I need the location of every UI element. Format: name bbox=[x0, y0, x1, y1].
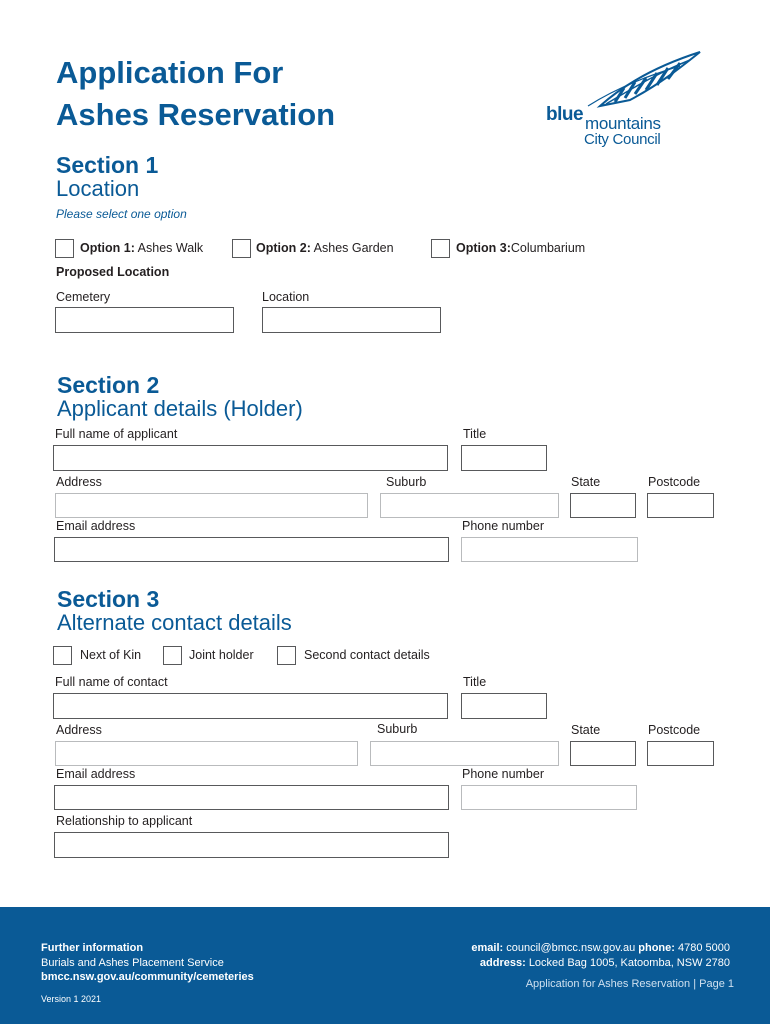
contact-title-input[interactable] bbox=[461, 693, 547, 719]
option2-checkbox[interactable] bbox=[232, 239, 251, 258]
contact-phone-label: Phone number bbox=[462, 767, 545, 781]
option2-label: Option 2: Ashes Garden bbox=[256, 241, 394, 255]
applicant-title-input[interactable] bbox=[461, 445, 547, 471]
applicant-phone-input[interactable] bbox=[461, 537, 638, 562]
applicant-email-label: Email address bbox=[56, 519, 136, 533]
location-label: Location bbox=[262, 290, 310, 304]
joint-holder-label: Joint holder bbox=[189, 648, 254, 662]
title-line-1: Application For bbox=[56, 55, 284, 90]
second-contact-checkbox[interactable] bbox=[277, 646, 296, 665]
applicant-state-input[interactable] bbox=[570, 493, 636, 518]
contact-suburb-input[interactable] bbox=[370, 741, 559, 766]
contact-phone-input[interactable] bbox=[461, 785, 637, 810]
section2-number: Section 2 bbox=[57, 372, 160, 398]
applicant-state-label: State bbox=[571, 475, 601, 489]
option3-checkbox[interactable] bbox=[431, 239, 450, 258]
contact-state-label: State bbox=[571, 723, 601, 737]
logo-word-mountains: mountains bbox=[585, 114, 661, 133]
applicant-suburb-label: Suburb bbox=[386, 475, 427, 489]
contact-full-name-input[interactable] bbox=[53, 693, 448, 719]
footer-contact-line: email: council@bmcc.nsw.gov.au phone: 4780 5000 bbox=[471, 942, 730, 954]
applicant-suburb-input[interactable] bbox=[380, 493, 559, 518]
second-contact-label: Second contact details bbox=[304, 648, 430, 662]
footer-email-link[interactable]: council@bmcc.nsw.gov.au bbox=[506, 942, 636, 954]
section1-number: Section 1 bbox=[56, 152, 159, 178]
contact-title-label: Title bbox=[463, 675, 487, 689]
relationship-input[interactable] bbox=[54, 832, 449, 858]
logo-word-blue: blue bbox=[546, 104, 584, 125]
section2-name: Applicant details (Holder) bbox=[57, 396, 303, 421]
contact-email-input[interactable] bbox=[54, 785, 449, 810]
relationship-label: Relationship to applicant bbox=[56, 814, 193, 828]
applicant-title-label: Title bbox=[463, 427, 487, 441]
contact-address-label: Address bbox=[56, 723, 102, 737]
feather-icon bbox=[540, 48, 710, 108]
section1-hint: Please select one option bbox=[56, 207, 187, 221]
contact-email-label: Email address bbox=[56, 767, 136, 781]
section1-name: Location bbox=[56, 176, 140, 201]
applicant-full-name-label: Full name of applicant bbox=[55, 427, 178, 441]
title-line-2: Ashes Reservation bbox=[56, 97, 336, 132]
proposed-location-heading: Proposed Location bbox=[56, 265, 170, 279]
option1-checkbox[interactable] bbox=[55, 239, 74, 258]
contact-postcode-input[interactable] bbox=[647, 741, 714, 766]
footer-website-link[interactable]: bmcc.nsw.gov.au/community/cemeteries bbox=[41, 971, 254, 983]
applicant-email-input[interactable] bbox=[54, 537, 449, 562]
contact-address-input[interactable] bbox=[55, 741, 358, 766]
location-input[interactable] bbox=[262, 307, 441, 333]
footer-address-line: address: Locked Bag 1005, Katoomba, NSW 2780 bbox=[479, 957, 730, 969]
footer bbox=[0, 907, 770, 1024]
cemetery-input[interactable] bbox=[55, 307, 234, 333]
footer-service: Burials and Ashes Placement Service bbox=[41, 957, 224, 969]
applicant-phone-label: Phone number bbox=[462, 519, 545, 533]
page-title bbox=[56, 52, 335, 136]
contact-postcode-label: Postcode bbox=[648, 723, 701, 737]
contact-suburb-label: Suburb bbox=[377, 722, 418, 736]
footer-version: Version 1 2021 bbox=[41, 994, 102, 1004]
next-of-kin-label: Next of Kin bbox=[80, 648, 142, 662]
joint-holder-checkbox[interactable] bbox=[163, 646, 182, 665]
section3-name: Alternate contact details bbox=[57, 610, 292, 635]
applicant-postcode-label: Postcode bbox=[648, 475, 701, 489]
logo-word-council: City Council bbox=[584, 131, 661, 148]
council-logo bbox=[540, 48, 710, 148]
contact-state-input[interactable] bbox=[570, 741, 636, 766]
applicant-full-name-input[interactable] bbox=[53, 445, 448, 471]
cemetery-label: Cemetery bbox=[56, 290, 111, 304]
option3-label: Option 3:Columbarium bbox=[456, 241, 586, 255]
next-of-kin-checkbox[interactable] bbox=[53, 646, 72, 665]
applicant-address-label: Address bbox=[56, 475, 102, 489]
option1-label: Option 1: Ashes Walk bbox=[80, 241, 204, 255]
contact-full-name-label: Full name of contact bbox=[55, 675, 168, 689]
applicant-address-input[interactable] bbox=[55, 493, 368, 518]
footer-further-info: Further information bbox=[41, 942, 144, 954]
section3-number: Section 3 bbox=[57, 586, 160, 612]
applicant-postcode-input[interactable] bbox=[647, 493, 714, 518]
footer-page-label: Application for Ashes Reservation | Page 1 bbox=[525, 978, 734, 990]
